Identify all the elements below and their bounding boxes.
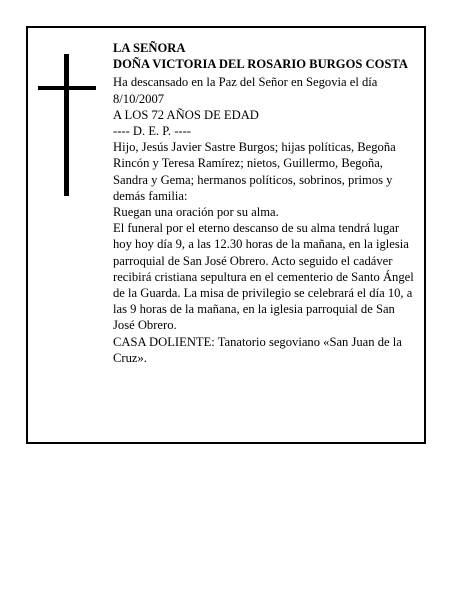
cross-vertical-bar: [64, 54, 69, 196]
funeral-paragraph: El funeral por el eterno descanso de su alma tendrá lugar hoy hoy día 9, a las 12.30 horas de la mañana, en la iglesia parroquial de San José Obrero. Acto seguido el cadáver recibirá cristiana sepultura en el cementerio de Santo Ángel de la Guarda. La misa de privilegio se celebrará el día 10, a las 9 horas de la mañana, en la iglesia parroquial de San José Obrero.: [113, 221, 414, 333]
age-line: A LOS 72 AÑOS DE EDAD: [113, 107, 259, 122]
rip-line: ---- D. E. P. ----: [113, 124, 191, 139]
notice-body: [113, 40, 418, 366]
prayer-request: Ruegan una oración por su alma.: [113, 205, 279, 220]
notice-heading: LA SEÑORA: [113, 41, 186, 55]
cross-horizontal-bar: [38, 86, 96, 90]
mourning-house: CASA DOLIENTE: Tanatorio segoviano «San Juan de la Cruz».: [113, 334, 402, 365]
death-announcement: Ha descansado en la Paz del Señor en Segovia el día 8/10/2007: [113, 75, 378, 106]
deceased-name: DOÑA VICTORIA DEL ROSARIO BURGOS COSTA: [113, 57, 408, 72]
family-paragraph: Hijo, Jesús Javier Sastre Burgos; hijas políticas, Begoña Rincón y Teresa Ramírez; nietos, Guillermo, Begoña, Sandra y Gema; hermanos políticos, sobrinos, primos y demás familia:: [113, 140, 396, 203]
